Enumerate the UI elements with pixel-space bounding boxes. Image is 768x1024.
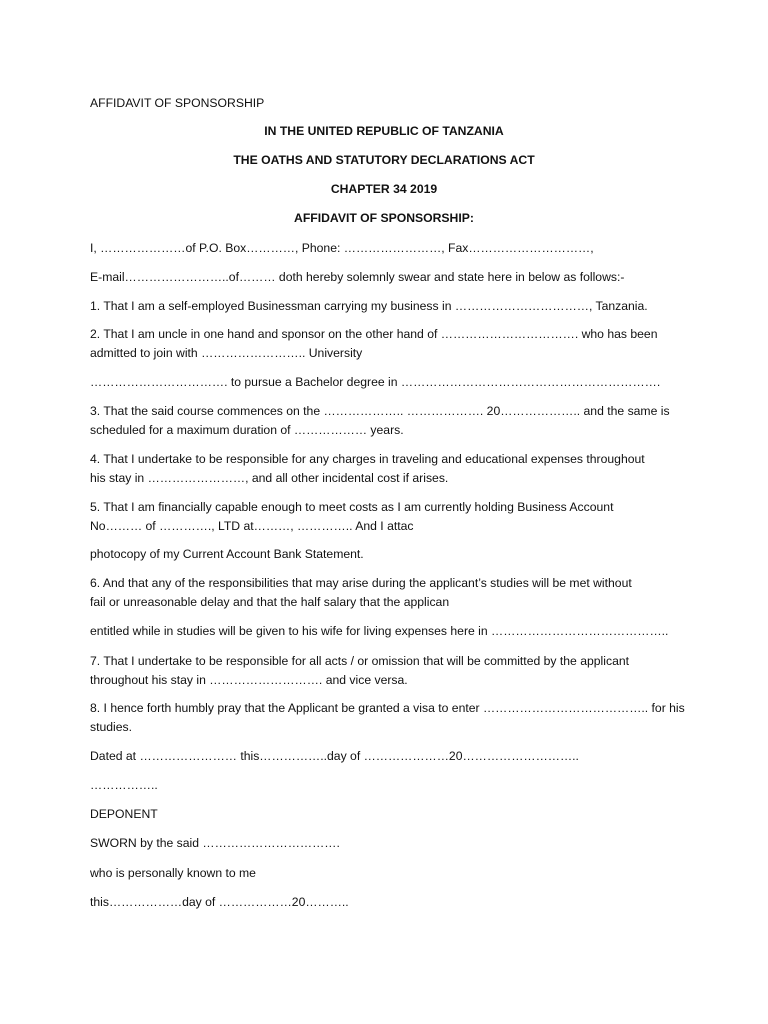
paragraph-4-line-1: 4. That I undertake to be responsible for any charges in traveling and educational expenses throughout [90, 452, 645, 466]
paragraph-6-line-1: 6. And that any of the responsibilities that may arise during the applicant’s studies will be met without [90, 576, 632, 590]
paragraph-2-line-1: 2. That I am uncle in one hand and sponsor on the other hand of ……………………………. who has been [90, 327, 658, 341]
paragraph-6-line-3: entitled while in studies will be given to his wife for living expenses here in …………………………………….. [90, 624, 669, 638]
paragraph-5-line-3: photocopy of my Current Account Bank Statement. [90, 547, 364, 561]
paragraph-5-line-2: No……… of …………., LTD at………, ………….. And I attac [90, 519, 414, 533]
deponent-label: DEPONENT [90, 807, 158, 821]
heading-affidavit: AFFIDAVIT OF SPONSORSHIP: [294, 211, 474, 225]
paragraph-8-line-1: 8. I hence forth humbly pray that the Applicant be granted a visa to enter ………………………………….. for his [90, 701, 685, 715]
paragraph-3-line-2: scheduled for a maximum duration of ……………… years. [90, 423, 404, 437]
this-day-line: this………………day of ………………20……….. [90, 895, 349, 909]
paragraph-5-line-1: 5. That I am financially capable enough to meet costs as I am currently holding Business Account [90, 500, 614, 514]
heading-republic: IN THE UNITED REPUBLIC OF TANZANIA [264, 124, 504, 138]
heading-act: THE OATHS AND STATUTORY DECLARATIONS ACT [233, 153, 535, 167]
dated-line: Dated at …………………… this……………..day of …………………20……………………….. [90, 749, 579, 763]
paragraph-2-line-2: admitted to join with …………………….. University [90, 346, 363, 360]
sworn-line: SWORN by the said ……………………………. [90, 836, 340, 850]
known-line: who is personally known to me [90, 866, 256, 880]
intro-line-1: I, …………………of P.O. Box…………, Phone: ……………………, Fax…………………………, [90, 241, 594, 255]
paragraph-2-line-3: ……………………………. to pursue a Bachelor degree in ………………………………………………………. [90, 375, 661, 389]
paragraph-6-line-2: fail or unreasonable delay and that the half salary that the applican [90, 595, 450, 609]
paragraph-4-line-2: his stay in ……………………, and all other incidental cost if arises. [90, 471, 449, 485]
heading-chapter: CHAPTER 34 2019 [330, 182, 438, 196]
paragraph-8-line-2: studies. [90, 720, 133, 734]
intro-line-2: E-mail……………………..of……… doth hereby solemnly swear and state here in below as follows:- [90, 270, 625, 284]
paragraph-7-line-2: throughout his stay in ………………………. and vice versa. [90, 673, 408, 687]
paragraph-3-line-1: 3. That the said course commences on the ……………….. ………………. 20……………….. and the same is [90, 404, 670, 418]
paragraph-1: 1. That I am a self-employed Businessman carrying my business in ……………………………, Tanzania. [90, 299, 648, 313]
signature-dots: …………….. [90, 778, 158, 792]
paragraph-7-line-1: 7. That I undertake to be responsible for all acts / or omission that will be committed by the applicant [90, 654, 630, 668]
document-label: AFFIDAVIT OF SPONSORSHIP [90, 96, 265, 110]
